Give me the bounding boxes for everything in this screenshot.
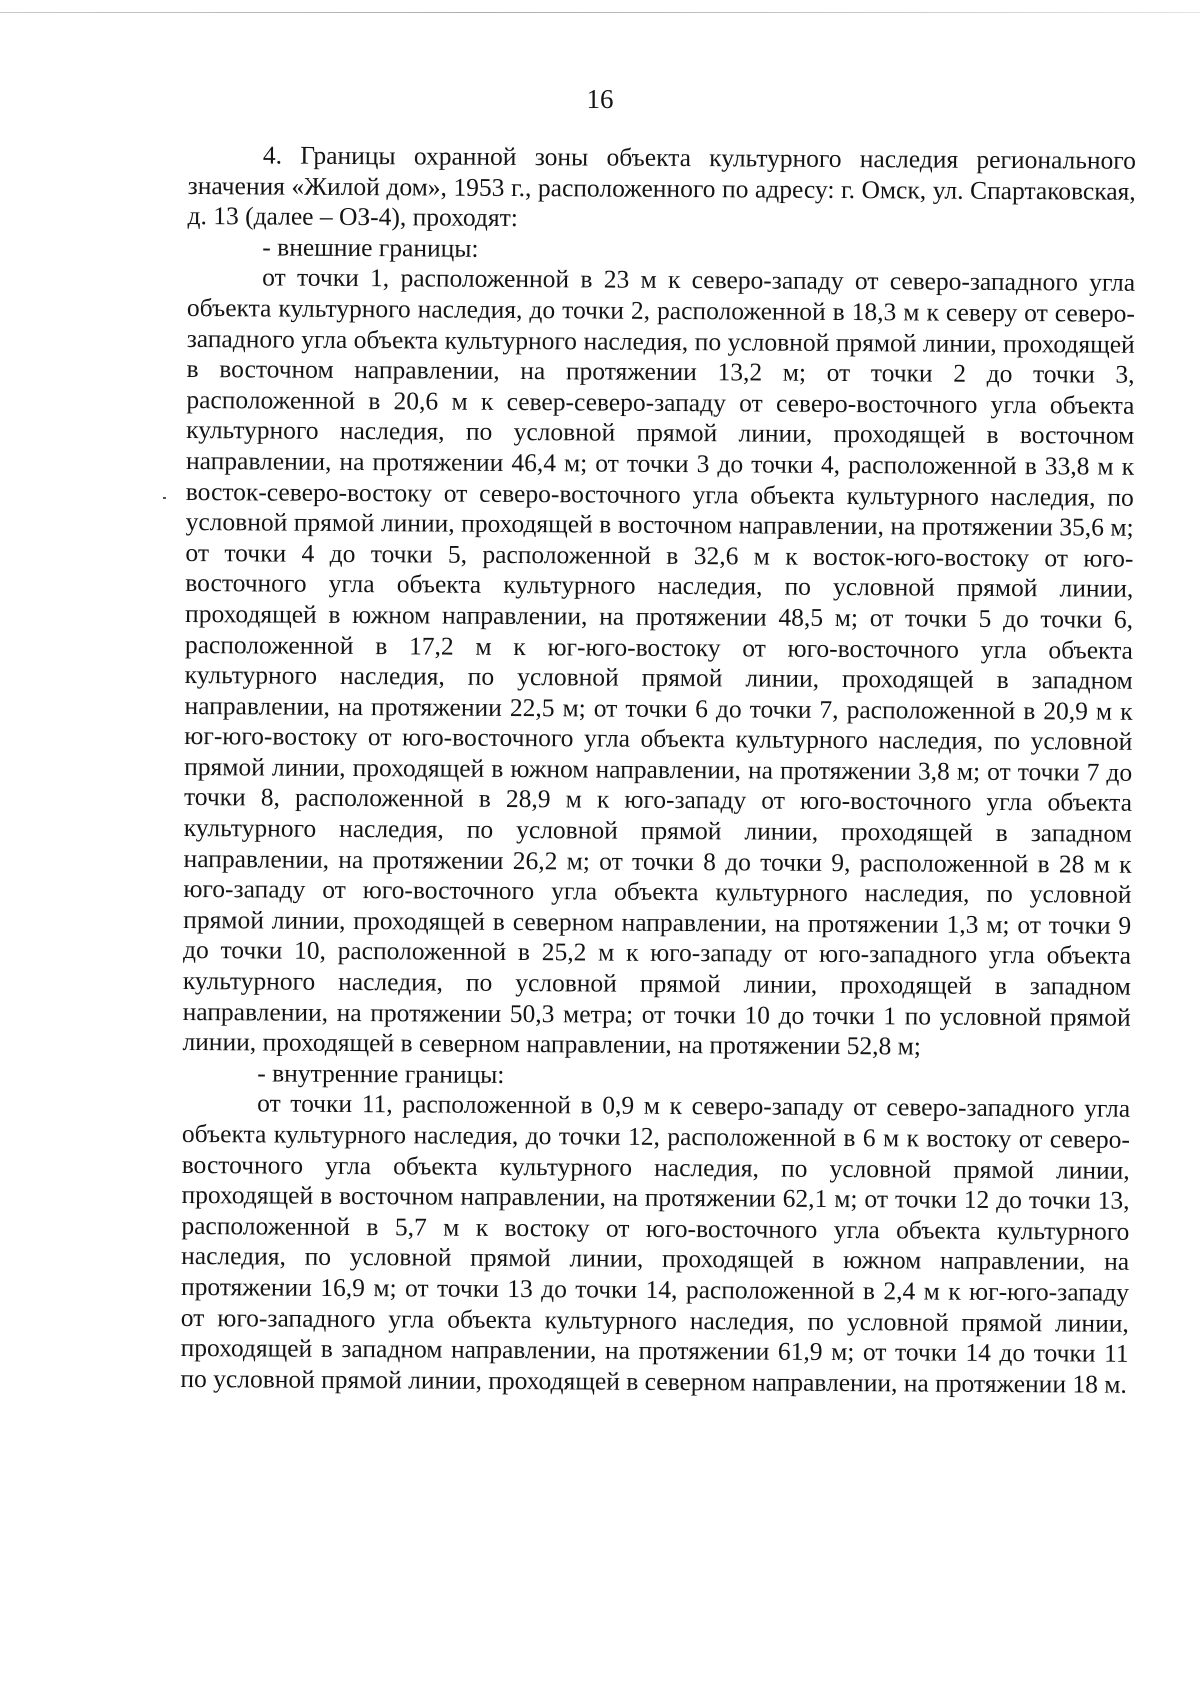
scan-speck <box>163 497 166 499</box>
scan-top-edge <box>0 12 1200 13</box>
inner-boundaries-paragraph: от точки 11, расположенной в 0,9 м к северо-западу от северо-западного угла объекта культурного наследия, до точки 12, расположенной в 6 м к востоку от северо-восточного угла объекта культурного наследия, по условной прямой линии, проходящей в восточном направлении, на протяжении 62,1 м; от точки 12 до точки 13, расположенной в 5,7 м к востоку от юго-восточного угла объекта культурного наследия, по условной прямой линии, проходящей в южном направлении, на протяжении 16,9 м; от точки 13 до точки 14, расположенной в 2,4 м к юг-юго-западу от юго-западного угла объекта культурного наследия, по условной прямой линии, проходящей в западном направлении, на протяжении 61,9 м; от точки 14 до точки 11 по условной прямой линии, проходящей в северном направлении, на протяжении 18 м. <box>180 1088 1131 1399</box>
page-number: 16 <box>586 84 614 114</box>
section-heading-paragraph: 4. Границы охранной зоны объекта культурного наследия регионального значения «Жилой дом», 1953 г., расположенного по адресу: г. Омск, ул. Спартаковская, д. 13 (далее – ОЗ-4), проходят: <box>187 140 1136 233</box>
outer-boundaries-label: - внешние границы: <box>262 232 479 263</box>
document-body <box>180 140 1136 1400</box>
outer-boundaries-paragraph: от точки 1, расположенной в 23 м к северо-западу от северо-западного угла объекта культурного наследия, до точки 2, расположенной в 18,3 м к северу от северо-западного угла объекта культурного наследия, по условной прямой линии, проходящей в восточном направлении, на протяжении 13,2 м; от точки 2 до точки 3, расположенной в 20,6 м к север-северо-западу от северо-восточного угла объекта культурного наследия, по условной прямой линии, проходящей в восточном направлении, на протяжении 46,4 м; от точки 3 до точки 4, расположенной в 33,8 м к восток-северо-востоку от северо-восточного угла объекта культурного наследия, по условной прямой линии, проходящей в восточном направлении, на протяжении 35,6 м; от точки 4 до точки 5, расположенной в 32,6 м к восток-юго-востоку от юго-восточного угла объекта культурного наследия, по условной прямой линии, проходящей в южном направлении, на протяжении 48,5 м; от точки 5 до точки 6, расположенной в 17,2 м к юг-юго-востоку от юго-восточного угла объекта культурного наследия, по условной прямой линии, проходящей в западном направлении, на протяжении 22,5 м; от точки 6 до точки 7, расположенной в 20,9 м к юг-юго-востоку от юго-восточного угла объекта культурного наследия, по условной прямой линии, проходящей в южном направлении, на протяжении 3,8 м; от точки 7 до точки 8, расположенной в 28,9 м к юго-западу от юго-восточного угла объекта культурного наследия, по условной прямой линии, проходящей в западном направлении, на протяжении 26,2 м; от точки 8 до точки 9, расположенной в 28 м к юго-западу от юго-восточного угла объекта культурного наследия, по условной прямой линии, проходящей в северном направлении, на протяжении 1,3 м; от точки 9 до точки 10, расположенной в 25,2 м к юго-западу от юго-западного угла объекта культурного наследия, по условной прямой линии, проходящей в западном направлении, на протяжении 50,3 метра; от точки 10 до точки 1 по условной прямой линии, проходящей в северном направлении, на протяжении 52,8 м; <box>182 262 1136 1061</box>
inner-boundaries-label: - внутренние границы: <box>257 1058 505 1089</box>
